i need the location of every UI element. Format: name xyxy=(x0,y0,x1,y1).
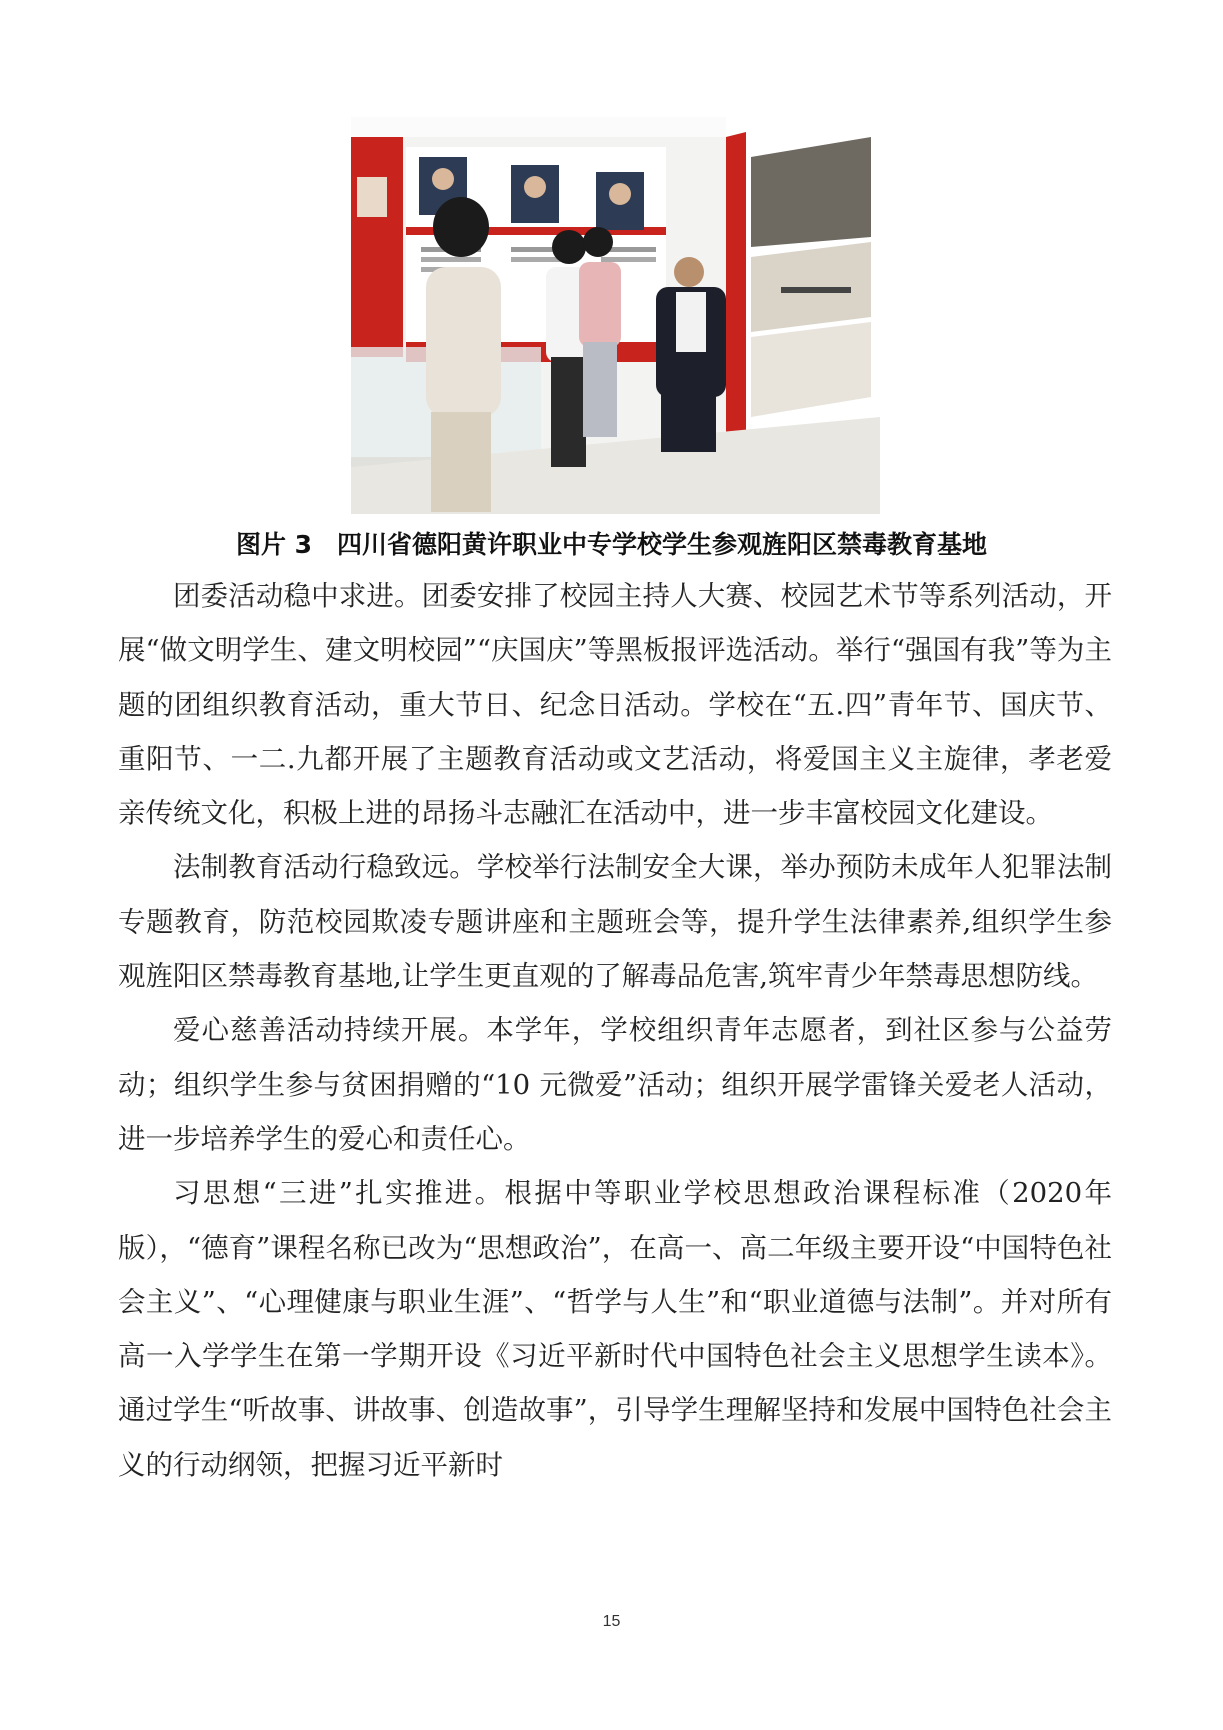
paragraph-charity: 爱心慈善活动持续开展。本学年，学校组织青年志愿者，到社区参与公益劳动；组织学生参与贫困捐赠的“10 元微爱”活动；组织开展学雷锋关爱老人活动，进一步培养学生的爱心和责任心。 xyxy=(118,1014,1112,1155)
body-text xyxy=(118,569,1112,1492)
exhibit-photo xyxy=(351,117,880,514)
paragraph-legal-education: 法制教育活动行稳致远。学校举行法制安全大课，举办预防未成年人犯罪法制专题教育，防范校园欺凌专题讲座和主题班会等，提升学生法律素养,组织学生参观旌阳区禁毒教育基地,让学生更直观的了解毒品危害,筑牢青少年禁毒思想防线。 xyxy=(118,851,1112,993)
paragraph-ideology: 习思想“三进”扎实推进。根据中等职业学校思想政治课程标准（2020年版），“德育”课程名称已改为“思想政治”，在高一、高二年级主要开设“中国特色社会主义”、“心理健康与职业生涯”、“哲学与人生”和“职业道德与法制”。并对所有高一入学学生在第一学期开设《习近平新时代中国特色社会主义思想学生读本》。通过学生“听故事、讲故事、创造故事”，引导学生理解坚持和发展中国特色社会主义的行动纲领，把握习近平新时 xyxy=(118,1177,1112,1481)
exhibit-photo-illustration xyxy=(351,117,880,514)
page-number: 15 xyxy=(602,1613,621,1630)
figure-caption: 图片 3 四川省德阳黄许职业中专学校学生参观旌阳区禁毒教育基地 xyxy=(235,530,988,559)
paragraph-youth-league: 团委活动稳中求进。团委安排了校园主持人大赛、校园艺术节等系列活动，开展“做文明学生、建文明校园”“庆国庆”等黑板报评选活动。举行“强国有我”等为主题的团组织教育活动，重大节日、纪念日活动。学校在“五.四”青年节、国庆节、重阳节、一二.九都开展了主题教育活动或文艺活动，将爱国主义主旋律，孝老爱亲传统文化，积极上进的昂扬斗志融汇在活动中，进一步丰富校园文化建设。 xyxy=(118,580,1112,830)
